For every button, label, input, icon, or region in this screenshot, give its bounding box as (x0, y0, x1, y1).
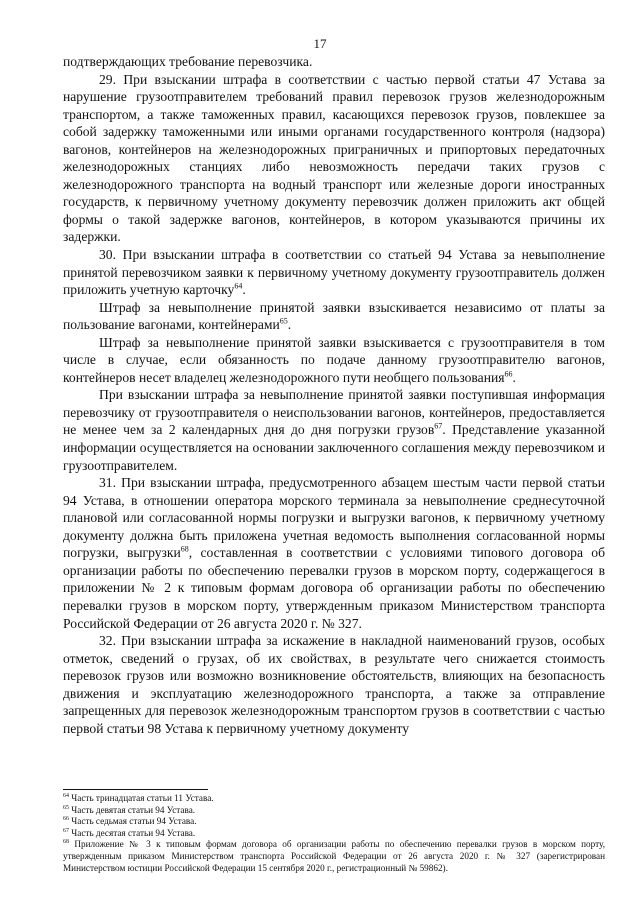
paragraph-p1 (63, 71, 605, 246)
footnote-number: 67 (63, 827, 69, 834)
paragraph-p5 (63, 386, 605, 474)
footnote-ref[interactable]: 66 (504, 369, 513, 379)
paragraph-p2 (63, 246, 605, 299)
paragraph-p3 (63, 299, 605, 334)
paragraph-p7 (63, 632, 605, 737)
footnote-text: Часть девятая статьи 94 Устава. (71, 804, 196, 815)
paragraph-text: подтверждающих требование перевозчика. (63, 54, 313, 69)
footnote-65 (63, 805, 605, 817)
footnote-number: 64 (63, 792, 69, 799)
footnote-64 (63, 793, 605, 805)
footnote-ref[interactable]: 65 (279, 316, 288, 326)
paragraph-text: Штраф за невыполнение принятой заявки взыскивается с грузоотправителя в том числе в случае, если обязанность по подаче данному грузоотправителю вагонов, контейнеров несет владелец железнодорожного пути необщего пользования (63, 334, 605, 385)
paragraph-p0 (63, 53, 605, 71)
paragraph-text: . Представление указанной информации осуществляется на основании заключенного соглашения между перевозчиком и грузоотправителем. (63, 422, 605, 473)
paragraph-text: 29. При взыскании штрафа в соответствии с частью первой статьи 47 Устава за нарушение грузоотправителем требований правил перевозок грузов железнодорожным транспортом, а также таможенных правил, касающихся перевозок грузов, повлекшее за собой задержку таможенными или иными органами государственного контроля (надзора) вагонов, контейнеров на железнодорожных приграничных и припортовых передаточных железнодорожных станциях либо невозможность передачи таких грузов с железнодорожного транспорта на водный транспорт или железные дороги иностранных государств, к первичному учетному документу перевозчик должен приложить акт общей формы о такой задержке вагонов, контейнеров, в котором указываются причины их задержки. (63, 71, 605, 245)
footnote-number: 66 (63, 816, 69, 823)
paragraph-text: . (287, 317, 292, 333)
footnotes (63, 793, 605, 874)
footnote-divider (63, 789, 208, 790)
footnote-text: Приложение № 3 к типовым формам договора об организации работы по обеспечению перевалки грузов в морском порту, утвержденным приказом Министерством транспорта Российской Федерации от 26 августа 2020 г. № 327 (зарегистрирован Министерством юстиции Российской Федерации 15 сентября 2020 г., регистрационный № 59862). (63, 839, 605, 873)
footnote-ref[interactable]: 64 (234, 281, 243, 291)
paragraph-text: 30. При взыскании штрафа в соответствии со статьей 94 Устава за невыполнение принятой перевозчиком заявки к первичному учетному документу грузоотправитель должен приложить учетную карточку (63, 247, 605, 298)
paragraph-p6 (63, 474, 605, 632)
paragraph-text: При взыскании штрафа за невыполнение принятой заявки поступившая информация перевозчику от грузоотправителя о неиспользовании вагонов, контейнеров, предоставляется не менее чем за 2 календарных дня до дня погрузки грузов (63, 387, 605, 438)
footnote-number: 65 (63, 804, 69, 811)
document-body (63, 53, 605, 737)
paragraph-text: 31. При взыскании штрафа, предусмотренного абзацем шестым части первой статьи 94 Устава, в отношении оператора морского терминала за невыполнение среднесуточной плановой или согласованной нормы погрузки и выгрузки вагонов, к первичному учетному документу должна быть приложена учетная ведомость выполнения согласованной нормы погрузки, выгрузки (63, 475, 605, 561)
footnote-66 (63, 816, 605, 828)
paragraph-p4 (63, 334, 605, 387)
footnote-ref[interactable]: 68 (180, 544, 189, 554)
footnote-text: Часть седьмая статьи 94 Устава. (71, 816, 197, 827)
paragraph-text: . (242, 282, 246, 298)
footnote-ref[interactable]: 67 (434, 421, 443, 431)
footnote-text: Часть тринадцатая статьи 11 Устава. (71, 793, 214, 803)
paragraph-text: Штраф за невыполнение принятой заявки взыскивается независимо от платы за пользование вагонами, контейнерами (63, 299, 605, 333)
footnote-67 (63, 828, 605, 840)
footnote-text: Часть десятая статьи 94 Устава. (71, 827, 196, 838)
footnote-number: 68 (63, 839, 69, 846)
paragraph-text: . (512, 369, 516, 385)
page-number: 17 (313, 36, 327, 51)
paragraph-text: 32. При взыскании штрафа за искажение в накладной наименований грузов, особых отметок, сведений о грузах, об их свойствах, в результате чего снижается стоимость перевозок грузов или возможно возникновение обстоятельств, влияющих на безопасность движения и эксплуатацию железнодорожного транспорта, а также за отправление запрещенных для перевозок железнодорожным транспортом грузов в соответствии с частью первой статьи 98 Устава к первичному учетному документу (63, 633, 605, 736)
paragraph-text: , составленная в соответствии с условиями типового договора об организации работы по обеспечению перевалки грузов в морском порту, содержащегося в приложении № 2 к типовым формам договора об организации работы по обеспечению перевалки грузов в морском порту, утвержденным приказом Министерством транспорта Российской Федерации от 26 августа 2020 г. № 327. (63, 545, 605, 631)
footnote-68 (63, 839, 605, 874)
